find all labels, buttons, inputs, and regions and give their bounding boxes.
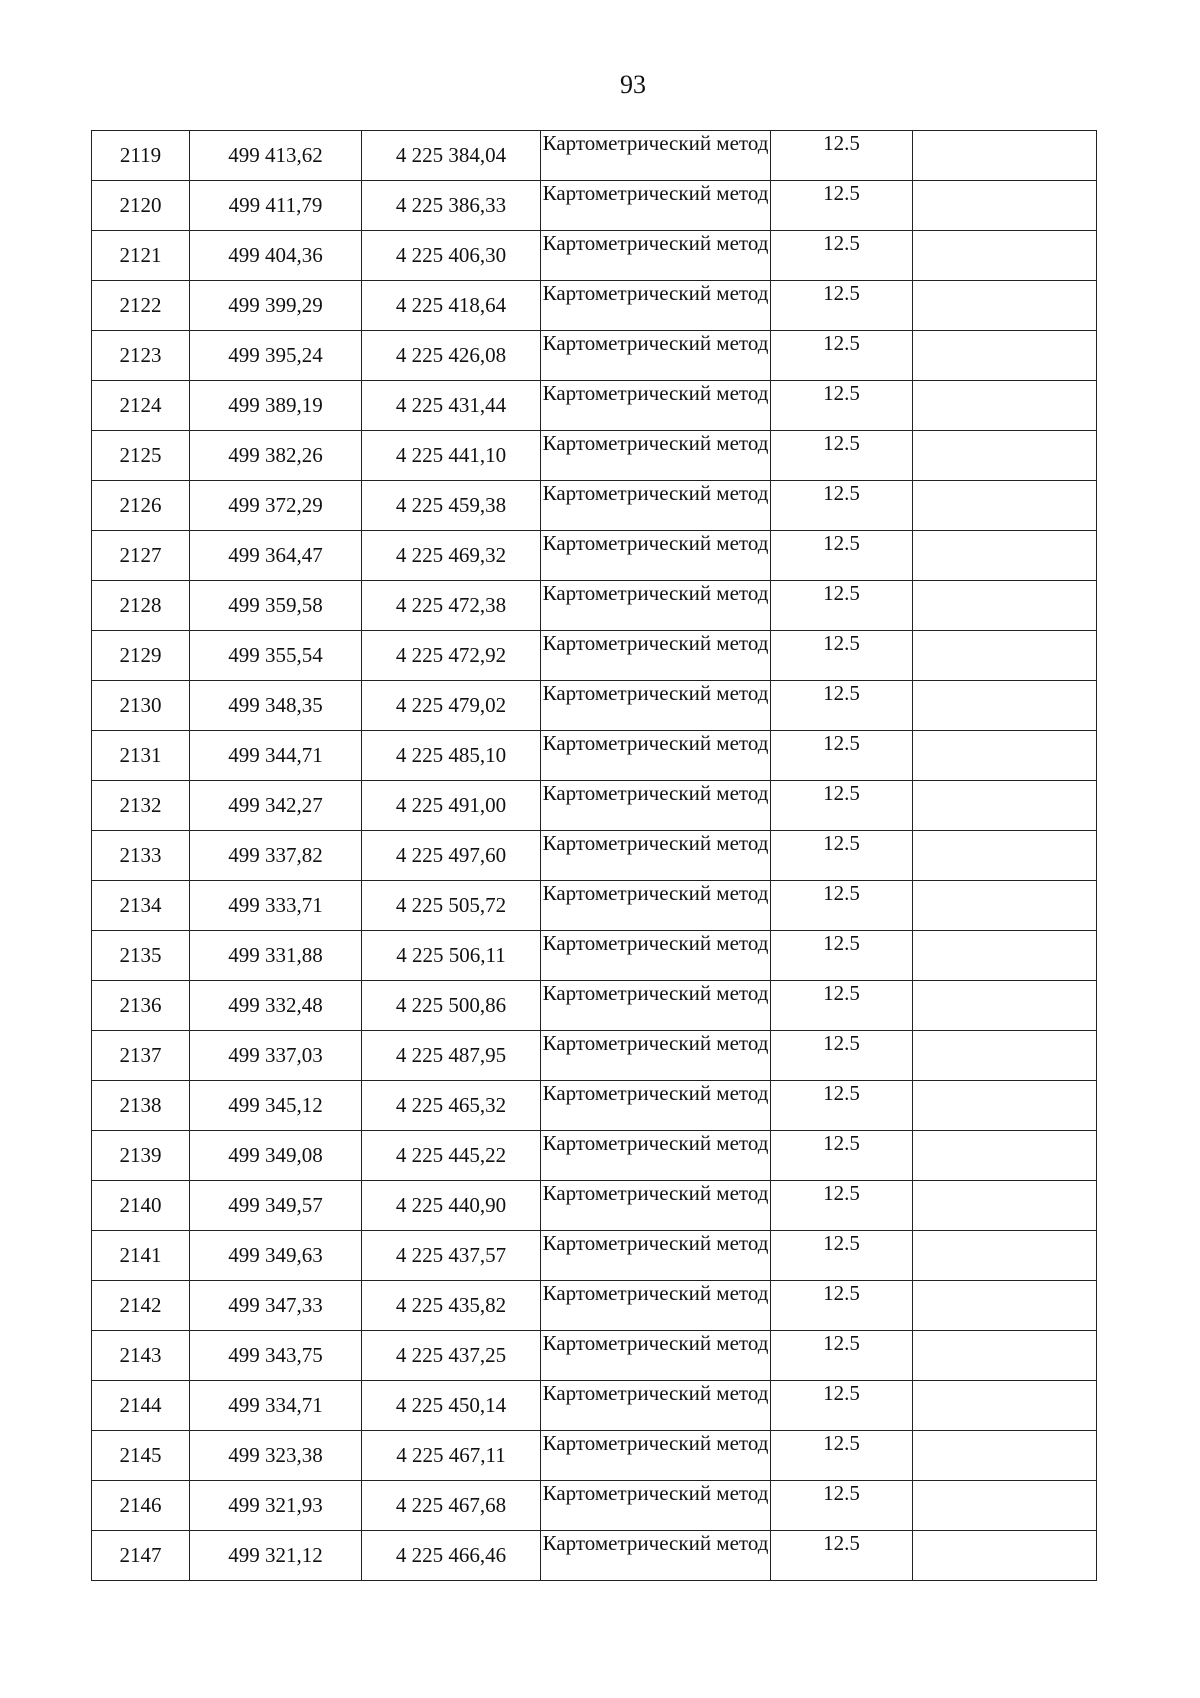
method-cell	[541, 1431, 771, 1481]
accuracy-cell: 12.5	[771, 831, 913, 881]
point-number-cell: 2143	[92, 1331, 190, 1381]
note-cell	[913, 131, 1097, 181]
x-coordinate-cell: 499 404,36	[190, 231, 362, 281]
point-number-cell: 2120	[92, 181, 190, 231]
table-row	[92, 1031, 1097, 1081]
method-text: Картометрический метод	[542, 1281, 769, 1305]
x-coordinate-cell: 499 344,71	[190, 731, 362, 781]
table-row	[92, 1381, 1097, 1431]
accuracy-cell: 12.5	[771, 681, 913, 731]
note-cell	[913, 1281, 1097, 1331]
note-cell	[913, 631, 1097, 681]
table-row	[92, 131, 1097, 181]
note-cell	[913, 731, 1097, 781]
y-coordinate-cell: 4 225 384,04	[362, 131, 541, 181]
coordinates-table-body	[92, 131, 1097, 1581]
method-cell	[541, 131, 771, 181]
method-text: Картометрический метод	[542, 331, 769, 355]
y-coordinate-cell: 4 225 406,30	[362, 231, 541, 281]
method-cell	[541, 1031, 771, 1081]
note-cell	[913, 431, 1097, 481]
table-row	[92, 531, 1097, 581]
x-coordinate-cell: 499 337,82	[190, 831, 362, 881]
point-number-cell: 2141	[92, 1231, 190, 1281]
note-cell	[913, 181, 1097, 231]
method-cell	[541, 681, 771, 731]
method-text: Картометрический метод	[542, 1481, 769, 1505]
method-text: Картометрический метод	[542, 1331, 769, 1355]
y-coordinate-cell: 4 225 472,92	[362, 631, 541, 681]
y-coordinate-cell: 4 225 426,08	[362, 331, 541, 381]
x-coordinate-cell: 499 411,79	[190, 181, 362, 231]
y-coordinate-cell: 4 225 472,38	[362, 581, 541, 631]
accuracy-cell: 12.5	[771, 1531, 913, 1581]
method-cell	[541, 831, 771, 881]
note-cell	[913, 781, 1097, 831]
method-text: Картометрический метод	[542, 981, 769, 1005]
method-text: Картометрический метод	[542, 1431, 769, 1455]
accuracy-cell: 12.5	[771, 181, 913, 231]
point-number-cell: 2124	[92, 381, 190, 431]
accuracy-cell: 12.5	[771, 231, 913, 281]
point-number-cell: 2140	[92, 1181, 190, 1231]
method-text: Картометрический метод	[542, 881, 769, 905]
x-coordinate-cell: 499 333,71	[190, 881, 362, 931]
point-number-cell: 2123	[92, 331, 190, 381]
method-cell	[541, 581, 771, 631]
accuracy-cell: 12.5	[771, 1081, 913, 1131]
accuracy-cell: 12.5	[771, 781, 913, 831]
note-cell	[913, 1181, 1097, 1231]
method-cell	[541, 1531, 771, 1581]
method-text: Картометрический метод	[542, 281, 769, 305]
table-row	[92, 1331, 1097, 1381]
table-row	[92, 731, 1097, 781]
table-row	[92, 681, 1097, 731]
method-cell	[541, 1481, 771, 1531]
table-row	[92, 631, 1097, 681]
x-coordinate-cell: 499 331,88	[190, 931, 362, 981]
method-cell	[541, 481, 771, 531]
accuracy-cell: 12.5	[771, 731, 913, 781]
point-number-cell: 2146	[92, 1481, 190, 1531]
accuracy-cell: 12.5	[771, 1181, 913, 1231]
point-number-cell: 2145	[92, 1431, 190, 1481]
x-coordinate-cell: 499 389,19	[190, 381, 362, 431]
y-coordinate-cell: 4 225 466,46	[362, 1531, 541, 1581]
method-text: Картометрический метод	[542, 1181, 769, 1205]
point-number-cell: 2119	[92, 131, 190, 181]
accuracy-cell: 12.5	[771, 881, 913, 931]
x-coordinate-cell: 499 345,12	[190, 1081, 362, 1131]
x-coordinate-cell: 499 348,35	[190, 681, 362, 731]
y-coordinate-cell: 4 225 437,25	[362, 1331, 541, 1381]
accuracy-cell: 12.5	[771, 481, 913, 531]
table-row	[92, 1281, 1097, 1331]
method-text: Картометрический метод	[542, 681, 769, 705]
y-coordinate-cell: 4 225 491,00	[362, 781, 541, 831]
table-row	[92, 1131, 1097, 1181]
method-text: Картометрический метод	[542, 631, 769, 655]
method-cell	[541, 881, 771, 931]
x-coordinate-cell: 499 413,62	[190, 131, 362, 181]
method-cell	[541, 1231, 771, 1281]
point-number-cell: 2137	[92, 1031, 190, 1081]
method-cell	[541, 1281, 771, 1331]
y-coordinate-cell: 4 225 505,72	[362, 881, 541, 931]
y-coordinate-cell: 4 225 435,82	[362, 1281, 541, 1331]
note-cell	[913, 1431, 1097, 1481]
y-coordinate-cell: 4 225 418,64	[362, 281, 541, 331]
x-coordinate-cell: 499 395,24	[190, 331, 362, 381]
note-cell	[913, 531, 1097, 581]
method-cell	[541, 181, 771, 231]
note-cell	[913, 1031, 1097, 1081]
method-text: Картометрический метод	[542, 381, 769, 405]
point-number-cell: 2131	[92, 731, 190, 781]
method-text: Картометрический метод	[542, 1531, 769, 1555]
accuracy-cell: 12.5	[771, 131, 913, 181]
point-number-cell: 2147	[92, 1531, 190, 1581]
point-number-cell: 2130	[92, 681, 190, 731]
y-coordinate-cell: 4 225 459,38	[362, 481, 541, 531]
y-coordinate-cell: 4 225 431,44	[362, 381, 541, 431]
y-coordinate-cell: 4 225 450,14	[362, 1381, 541, 1431]
accuracy-cell: 12.5	[771, 331, 913, 381]
note-cell	[913, 231, 1097, 281]
table-row	[92, 1081, 1097, 1131]
x-coordinate-cell: 499 334,71	[190, 1381, 362, 1431]
x-coordinate-cell: 499 382,26	[190, 431, 362, 481]
point-number-cell: 2122	[92, 281, 190, 331]
method-text: Картометрический метод	[542, 1031, 769, 1055]
method-cell	[541, 1131, 771, 1181]
accuracy-cell: 12.5	[771, 1131, 913, 1181]
y-coordinate-cell: 4 225 437,57	[362, 1231, 541, 1281]
method-text: Картометрический метод	[542, 581, 769, 605]
accuracy-cell: 12.5	[771, 1431, 913, 1481]
method-cell	[541, 931, 771, 981]
y-coordinate-cell: 4 225 506,11	[362, 931, 541, 981]
method-text: Картометрический метод	[542, 831, 769, 855]
note-cell	[913, 281, 1097, 331]
accuracy-cell: 12.5	[771, 931, 913, 981]
note-cell	[913, 381, 1097, 431]
note-cell	[913, 831, 1097, 881]
accuracy-cell: 12.5	[771, 381, 913, 431]
method-text: Картометрический метод	[542, 1081, 769, 1105]
method-text: Картометрический метод	[542, 1381, 769, 1405]
method-text: Картометрический метод	[542, 1231, 769, 1255]
x-coordinate-cell: 499 399,29	[190, 281, 362, 331]
method-cell	[541, 1181, 771, 1231]
note-cell	[913, 1331, 1097, 1381]
accuracy-cell: 12.5	[771, 581, 913, 631]
method-text: Картометрический метод	[542, 931, 769, 955]
note-cell	[913, 1481, 1097, 1531]
x-coordinate-cell: 499 349,57	[190, 1181, 362, 1231]
x-coordinate-cell: 499 349,08	[190, 1131, 362, 1181]
x-coordinate-cell: 499 321,93	[190, 1481, 362, 1531]
point-number-cell: 2136	[92, 981, 190, 1031]
point-number-cell: 2134	[92, 881, 190, 931]
table-row	[92, 981, 1097, 1031]
x-coordinate-cell: 499 343,75	[190, 1331, 362, 1381]
table-row	[92, 331, 1097, 381]
point-number-cell: 2125	[92, 431, 190, 481]
x-coordinate-cell: 499 349,63	[190, 1231, 362, 1281]
note-cell	[913, 681, 1097, 731]
point-number-cell: 2132	[92, 781, 190, 831]
x-coordinate-cell: 499 347,33	[190, 1281, 362, 1331]
method-cell	[541, 531, 771, 581]
table-row	[92, 581, 1097, 631]
point-number-cell: 2144	[92, 1381, 190, 1431]
table-row	[92, 1481, 1097, 1531]
accuracy-cell: 12.5	[771, 1381, 913, 1431]
note-cell	[913, 1231, 1097, 1281]
y-coordinate-cell: 4 225 441,10	[362, 431, 541, 481]
table-row	[92, 931, 1097, 981]
note-cell	[913, 881, 1097, 931]
table-row	[92, 1531, 1097, 1581]
note-cell	[913, 931, 1097, 981]
table-row	[92, 1181, 1097, 1231]
method-cell	[541, 1081, 771, 1131]
point-number-cell: 2133	[92, 831, 190, 881]
method-text: Картометрический метод	[542, 731, 769, 755]
y-coordinate-cell: 4 225 467,11	[362, 1431, 541, 1481]
x-coordinate-cell: 499 364,47	[190, 531, 362, 581]
method-cell	[541, 631, 771, 681]
accuracy-cell: 12.5	[771, 1481, 913, 1531]
point-number-cell: 2135	[92, 931, 190, 981]
table-row	[92, 481, 1097, 531]
accuracy-cell: 12.5	[771, 281, 913, 331]
note-cell	[913, 1531, 1097, 1581]
x-coordinate-cell: 499 337,03	[190, 1031, 362, 1081]
x-coordinate-cell: 499 359,58	[190, 581, 362, 631]
y-coordinate-cell: 4 225 479,02	[362, 681, 541, 731]
accuracy-cell: 12.5	[771, 431, 913, 481]
table-row	[92, 431, 1097, 481]
note-cell	[913, 1381, 1097, 1431]
method-cell	[541, 1381, 771, 1431]
table-row	[92, 281, 1097, 331]
y-coordinate-cell: 4 225 467,68	[362, 1481, 541, 1531]
y-coordinate-cell: 4 225 485,10	[362, 731, 541, 781]
accuracy-cell: 12.5	[771, 981, 913, 1031]
accuracy-cell: 12.5	[771, 1331, 913, 1381]
method-cell	[541, 331, 771, 381]
point-number-cell: 2142	[92, 1281, 190, 1331]
y-coordinate-cell: 4 225 497,60	[362, 831, 541, 881]
y-coordinate-cell: 4 225 386,33	[362, 181, 541, 231]
x-coordinate-cell: 499 323,38	[190, 1431, 362, 1481]
method-cell	[541, 231, 771, 281]
x-coordinate-cell: 499 342,27	[190, 781, 362, 831]
y-coordinate-cell: 4 225 500,86	[362, 981, 541, 1031]
method-text: Картометрический метод	[542, 1131, 769, 1155]
y-coordinate-cell: 4 225 465,32	[362, 1081, 541, 1131]
table-row	[92, 881, 1097, 931]
method-text: Картометрический метод	[542, 481, 769, 505]
x-coordinate-cell: 499 332,48	[190, 981, 362, 1031]
method-cell	[541, 781, 771, 831]
y-coordinate-cell: 4 225 445,22	[362, 1131, 541, 1181]
method-text: Картометрический метод	[542, 531, 769, 555]
table-row	[92, 781, 1097, 831]
table-row	[92, 231, 1097, 281]
method-cell	[541, 381, 771, 431]
table-row	[92, 1431, 1097, 1481]
accuracy-cell: 12.5	[771, 1281, 913, 1331]
accuracy-cell: 12.5	[771, 1031, 913, 1081]
x-coordinate-cell: 499 321,12	[190, 1531, 362, 1581]
method-cell	[541, 731, 771, 781]
point-number-cell: 2126	[92, 481, 190, 531]
method-cell	[541, 431, 771, 481]
accuracy-cell: 12.5	[771, 631, 913, 681]
page-number: 93	[620, 70, 646, 99]
point-number-cell: 2128	[92, 581, 190, 631]
note-cell	[913, 481, 1097, 531]
coordinates-table	[91, 130, 1097, 1581]
accuracy-cell: 12.5	[771, 531, 913, 581]
method-text: Картометрический метод	[542, 431, 769, 455]
note-cell	[913, 581, 1097, 631]
x-coordinate-cell: 499 355,54	[190, 631, 362, 681]
point-number-cell: 2138	[92, 1081, 190, 1131]
point-number-cell: 2127	[92, 531, 190, 581]
x-coordinate-cell: 499 372,29	[190, 481, 362, 531]
y-coordinate-cell: 4 225 469,32	[362, 531, 541, 581]
note-cell	[913, 1131, 1097, 1181]
table-row	[92, 831, 1097, 881]
method-text: Картометрический метод	[542, 781, 769, 805]
y-coordinate-cell: 4 225 487,95	[362, 1031, 541, 1081]
method-cell	[541, 1331, 771, 1381]
y-coordinate-cell: 4 225 440,90	[362, 1181, 541, 1231]
point-number-cell: 2121	[92, 231, 190, 281]
note-cell	[913, 1081, 1097, 1131]
note-cell	[913, 981, 1097, 1031]
note-cell	[913, 331, 1097, 381]
table-row	[92, 381, 1097, 431]
method-text: Картометрический метод	[542, 131, 769, 155]
accuracy-cell: 12.5	[771, 1231, 913, 1281]
method-cell	[541, 981, 771, 1031]
method-text: Картометрический метод	[542, 231, 769, 255]
table-row	[92, 181, 1097, 231]
method-text: Картометрический метод	[542, 181, 769, 205]
method-cell	[541, 281, 771, 331]
table-row	[92, 1231, 1097, 1281]
point-number-cell: 2129	[92, 631, 190, 681]
point-number-cell: 2139	[92, 1131, 190, 1181]
